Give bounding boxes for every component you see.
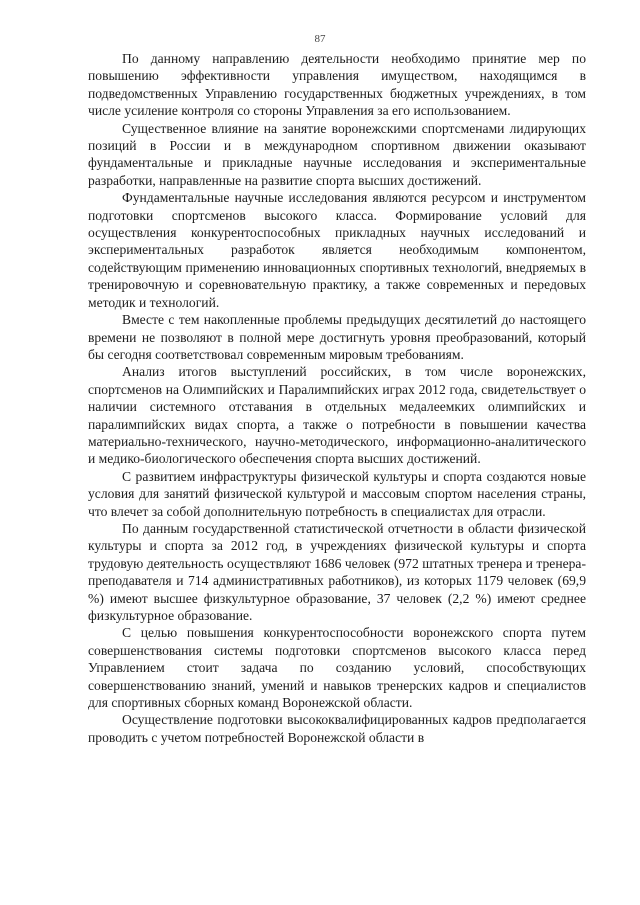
page-number: 87	[314, 33, 326, 45]
paragraph-personnel-training: Осуществление подготовки высококвалифицированных кадров предполагается проводить с учетом потребностей Воронежской области в	[88, 712, 586, 745]
paragraph-competitiveness-goal: С целью повышения конкурентоспособности воронежского спорта путем совершенствования системы подготовки спортсменов высокого класса перед Управлением стоит задача по созданию условий, способствующих совершенствованию знаний, умений и навыков тренерских кадров и специалистов для спортивных сборных команд Воронежской области.	[88, 625, 586, 711]
paragraph-accumulated-problems: Вместе с тем накопленные проблемы предыдущих десятилетий до настоящего времени не позволяют в полной мере достигнуть уровня преобразований, который бы сегодня соответствовал современным мировым требованиям.	[88, 312, 586, 362]
paragraph-scientific-research-influence: Существенное влияние на занятие воронежскими спортсменами лидирующих позиций в России и в международном спортивном движении оказывают фундаментальные и прикладные научные исследования и экспериментальные разработки, направленные на развитие спорта высших достижений.	[88, 120, 586, 188]
paragraph-olympic-analysis: Анализ итогов выступлений российских, в том числе воронежских, спортсменов на Олимпийских и Паралимпийских играх 2012 года, свидетельствует о наличии системного отставания в отдельных медалеемких олимпийских и паралимпийских видах спорта, а также о потребности в повышении качества материально-технического, научно-методического, информационно-аналитического и медико-биологического обеспечения спорта высших достижений.	[88, 364, 586, 467]
paragraph-infrastructure-development: С развитием инфраструктуры физической культуры и спорта создаются новые условия для занятий физической культурой и массовым спортом населения страны, что влечет за собой дополнительную потребность в специалистах для отрасли.	[88, 468, 586, 519]
paragraph-statistics-2012: По данным государственной статистической отчетности в области физической культуры и спорта за 2012 год, в учреждениях физической культуры и спорта трудовую деятельность осуществляют 1686 человек (972 штатных тренера и тренера-преподавателя и 714 административных работников), из которых 1179 человек (69,9 %) имеют высшее физкультурное образование, 37 человек (2,2 %) имеют среднее физкультурное образование.	[88, 520, 586, 623]
document-body	[88, 50, 586, 746]
paragraph-fundamental-research: Фундаментальные научные исследования являются ресурсом и инструментом подготовки спортсменов высокого класса. Формирование условий для осуществления конкурентоспособных прикладных научных исследований и экспериментальных разработок является необходимым компонентом, содействующим применению инновационных спортивных технологий, внедряемых в тренировочную и соревновательную практику, а также современных и передовых методик и технологий.	[88, 190, 586, 310]
paragraph-property-management: По данному направлению деятельности необходимо принятие мер по повышению эффективности управления имуществом, находящимся в подведомственных Управлению государственных бюджетных учреждениях, в том числе усиление контроля со стороны Управления за его использованием.	[88, 51, 586, 119]
